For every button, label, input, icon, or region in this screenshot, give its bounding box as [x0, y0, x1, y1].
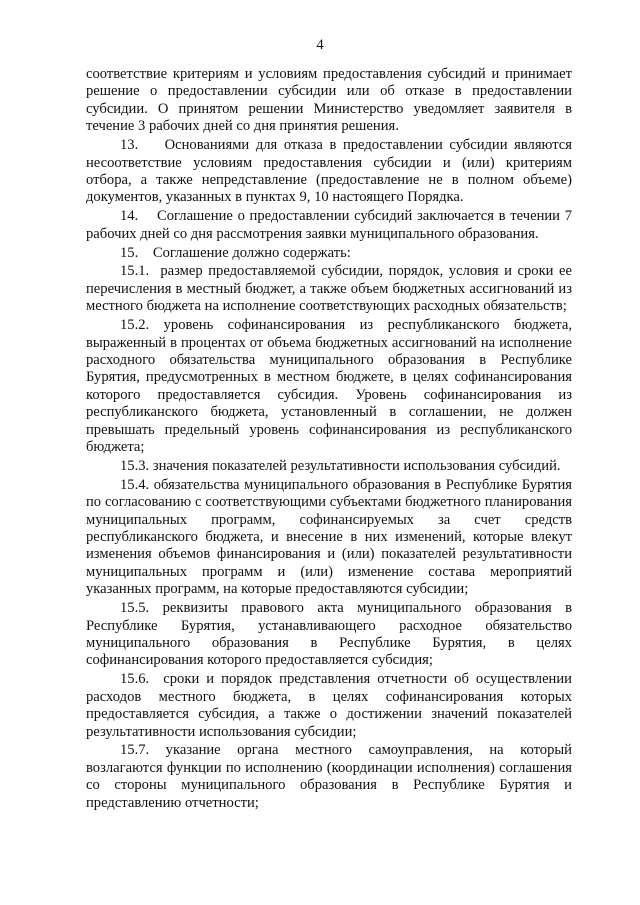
paragraph-15-7: 15.7. указание органа местного самоуправления, на который возлагаются функции по исполнению (координации исполнения) соглашения со стороны муниципального образования в Республике Бурятия и представлению отчетности; [86, 742, 572, 811]
paragraph-15-4: 15.4. обязательства муниципального образования в Республике Бурятия по согласованию с соответствующими субъектами бюджетного планирования муниципальных программ, софинансируемых за счет средств республиканского бюджета, и внесение в них изменений, которые влекут изменения объемов финансирования и (или) показателей результативности муниципальных программ и (или) изменение состава мероприятий указанных программ, на которые предоставляются субсидии; [86, 476, 572, 598]
paragraph-13: 13. Основаниями для отказа в предоставлении субсидии являются несоответствие условиям предоставления субсидии и (или) критериям отбора, а также непредставление (предоставление не в полном объеме) документов, указанных в пунктах 9, 10 настоящего Порядка. [86, 137, 572, 206]
paragraph-continuation: соответствие критериям и условиям предоставления субсидий и принимает решение о предоставлении субсидии или об отказе в предоставлении субсидии. О принятом решении Министерство уведомляет заявителя в течение 3 рабочих дней со дня принятия решения. [86, 66, 572, 135]
page-number: 4 [316, 37, 324, 53]
paragraph-15-1: 15.1. размер предоставляемой субсидии, порядок, условия и сроки ее перечисления в местный бюджет, а также объем бюджетных ассигнований из местного бюджета на исполнение соответствующих расходных обязательств; [86, 263, 572, 315]
paragraph-15-5: 15.5. реквизиты правового акта муниципального образования в Республике Бурятия, устанавливающего расходное обязательство муниципального образования в Республике Бурятия, в целях софинансирования которого предоставляется субсидия; [86, 600, 572, 669]
paragraph-14: 14. Соглашение о предоставлении субсидий заключается в течении 7 рабочих дней со дня рассмотрения заявки муниципального образования. [86, 208, 572, 242]
paragraph-15-3: 15.3. значения показателей результативности использования субсидий. [120, 457, 561, 474]
paragraph-15-2: 15.2. уровень софинансирования из республиканского бюджета, выраженный в процентах от объема бюджетных ассигнований на исполнение расходного обязательства муниципального образования в Республике Бурятия, предусмотренных в местном бюджете, в целях софинансирования которого предоставляется субсидия. Уровень софинансирования из республиканского бюджета, установленный в соглашении, не должен превышать предельный уровень софинансирования из республиканского бюджета; [86, 317, 572, 456]
paragraph-15-6: 15.6. сроки и порядок представления отчетности об осуществлении расходов местного бюджета, в целях софинансирования которых предоставляется субсидия, а также о достижении значений показателей результативности использования субсидии; [86, 671, 572, 740]
document-body [86, 66, 572, 812]
paragraph-15: 15. Соглашение должно содержать: [120, 244, 351, 261]
